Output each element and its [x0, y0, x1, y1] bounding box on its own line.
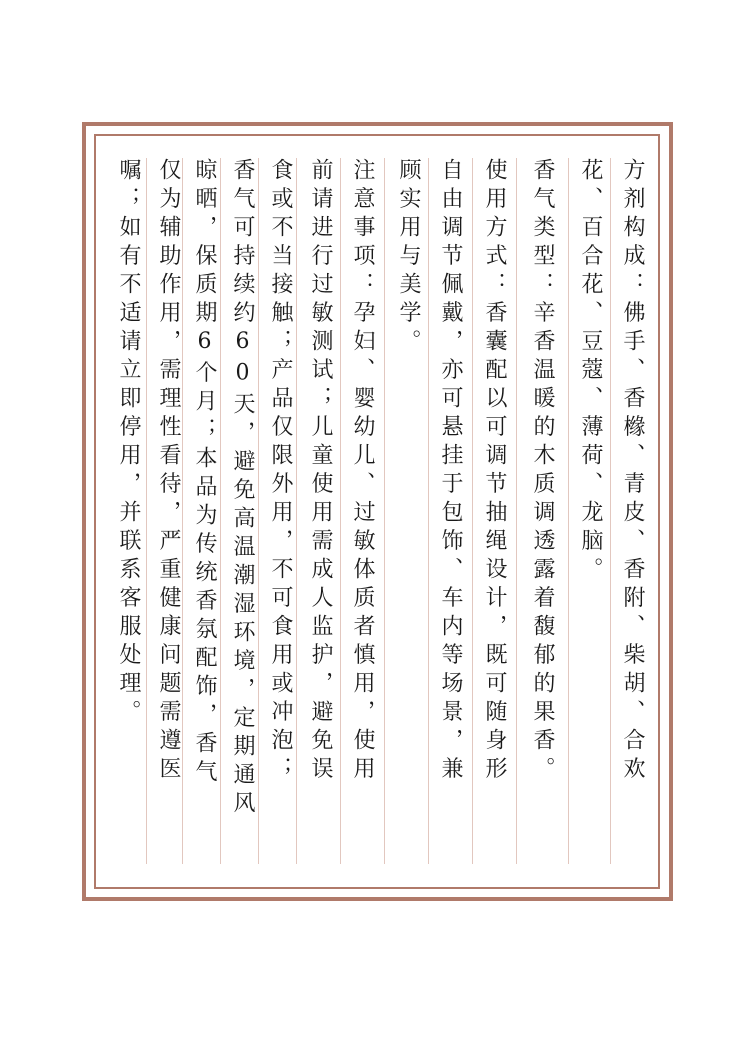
text-column: 方剂构成：佛手、香橼、青皮、香附、柴胡、合欢: [620, 158, 645, 785]
text-column: 香气类型：辛香温暖的木质调透露着馥郁的果香。: [530, 158, 555, 785]
column-rule: [516, 158, 517, 864]
column-rule: [428, 158, 429, 864]
text-column: 香气可持续约60天，避免高温潮湿环境，定期通风: [230, 158, 255, 820]
column-rule: [340, 158, 341, 864]
text-column: 前请进行过敏测试；儿童使用需成人监护，避免误: [308, 158, 333, 785]
text-column: 晾晒，保质期6个月；本品为传统香氛配饰，香气: [192, 158, 217, 788]
column-rule: [568, 158, 569, 864]
text-column: 嘱；如有不适请立即停用，并联系客服处理。: [116, 158, 141, 728]
text-column: 注意事项：孕妇、婴幼儿、过敏体质者慎用，使用: [350, 158, 375, 785]
column-rule: [610, 158, 611, 864]
text-column: 仅为辅助作用，需理性看待，严重健康问题需遵医: [156, 158, 181, 785]
text-column: 使用方式：香囊配以可调节抽绳设计，既可随身形: [482, 158, 507, 785]
text-column: 食或不当接触；产品仅限外用，不可食用或冲泡；: [268, 158, 293, 785]
column-rule: [472, 158, 473, 864]
text-column: 花、百合花、豆蔻、薄荷、龙脑。: [578, 158, 603, 586]
column-rule: [384, 158, 385, 864]
text-column: 自由调节佩戴，亦可悬挂于包饰、车内等场景，兼: [438, 158, 463, 785]
text-column: 顾实用与美学。: [396, 158, 421, 358]
